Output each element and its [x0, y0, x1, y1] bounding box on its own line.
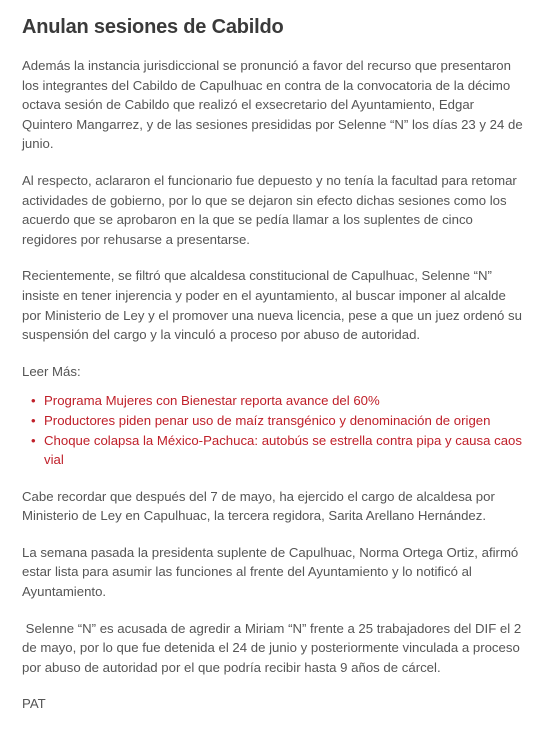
article-paragraph-4: Cabe recordar que después del 7 de mayo, ha ejercido el cargo de alcaldesa por Ministerio de Ley en Capulhuac, la tercera regidora, Sarita Arellano Hernández.	[22, 488, 495, 524]
read-more-link-3[interactable]: Choque colapsa la México-Pachuca: autobús se estrella contra pipa y causa caos vial	[44, 432, 522, 468]
article-signature: PAT	[22, 696, 46, 712]
article-title: Anulan sesiones de Cabildo	[22, 16, 284, 38]
article-paragraph-1: Además la instancia jurisdiccional se pronunció a favor del recurso que presentaron los integrantes del Cabildo de Capulhuac en contra de la convocatoria de la décimo octava sesión de Cabildo que realizó el exsecretario del Ayuntamiento, Edgar Quintero Mangarrez, y de las sesiones presididas por Selenne “N” los días 23 y 24 de junio.	[22, 58, 523, 152]
bullet-icon: •	[31, 393, 36, 409]
read-more-link-2[interactable]: Productores piden penar uso de maíz transgénico y denominación de origen	[44, 412, 491, 428]
read-more-label: Leer Más:	[22, 363, 81, 379]
read-more-list	[22, 391, 524, 469]
read-more-link-1[interactable]: Programa Mujeres con Bienestar reporta avance del 60%	[44, 393, 380, 409]
article-paragraph-6: Selenne “N” es acusada de agredir a Miriam “N” frente a 25 trabajadores del DIF el 2 de mayo, por lo que fue detenida el 24 de junio y posteriormente vinculada a proceso por abuso de autoridad por el que podría recibir hasta 9 años de cárcel.	[22, 620, 525, 675]
article-paragraph-2: Al respecto, aclararon el funcionario fue depuesto y no tenía la facultad para retomar actividades de gobierno, por lo que se dejaron sin efecto dichas sesiones como los acuerdo que se aprobaron en la que se pedía llamar a los suplentes de cinco regidores por rehusarse a presentarse.	[22, 172, 517, 247]
bullet-icon: •	[31, 412, 36, 428]
article-paragraph-5: La semana pasada la presidenta suplente de Capulhuac, Norma Ortega Ortiz, afirmó estar lista para asumir las funciones al frente del Ayuntamiento y lo notificó al Ayuntamiento.	[22, 544, 519, 600]
read-more-item	[31, 431, 524, 470]
bullet-icon: •	[31, 432, 36, 448]
read-more-item	[31, 411, 524, 431]
read-more-item	[31, 391, 524, 411]
article-paragraph-3: Recientemente, se filtró que alcaldesa constitucional de Capulhuac, Selenne “N” insiste en tener injerencia y poder en el ayuntamiento, al buscar imponer al alcalde por Ministerio de Ley y el promover una nueva licencia, pese a que un juez ordenó su suspensión del cargo y la vinculó a proceso por abuso de autoridad.	[22, 268, 522, 343]
